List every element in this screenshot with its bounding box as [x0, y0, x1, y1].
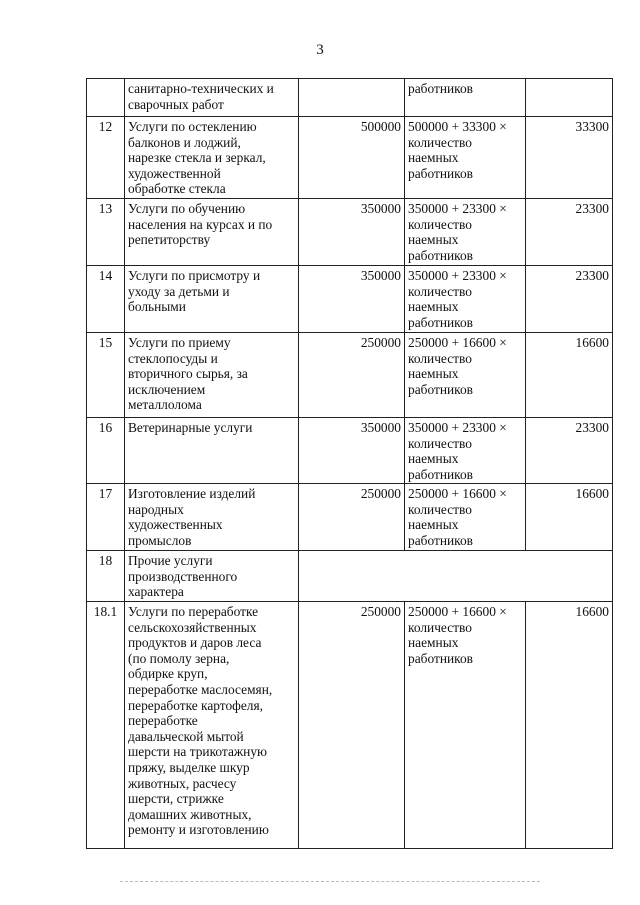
- table-row: [87, 266, 613, 333]
- service-name-line: Услуги по остеклению: [128, 119, 257, 134]
- income-formula-line: количество: [408, 501, 472, 517]
- income-formula-line: количество: [408, 283, 472, 299]
- potential-income: 500000: [299, 117, 405, 199]
- service-name-line: домашних животных,: [128, 806, 252, 822]
- service-name-line: уходу за детьми и: [128, 283, 230, 299]
- per-employee-amount: 23300: [526, 266, 613, 333]
- income-formula-line: 350000 + 23300 ×: [408, 420, 507, 435]
- table-row: [87, 602, 613, 849]
- row-number: 15: [87, 333, 125, 418]
- row-number: 14: [87, 266, 125, 333]
- service-name-line: населения на курсах и по: [128, 216, 273, 232]
- table-row: [87, 418, 613, 484]
- service-name-line: Услуги по переработке: [128, 604, 259, 619]
- service-name-line: больными: [128, 299, 186, 315]
- service-name-line: (по помолу зерна,: [128, 650, 230, 666]
- potential-income: 350000: [299, 266, 405, 333]
- service-name-line: металлолома: [128, 397, 202, 413]
- income-formula-line: наемных: [408, 150, 459, 166]
- income-formula-line: наемных: [408, 299, 459, 315]
- income-formula-line: работников: [408, 81, 473, 96]
- service-name: [125, 333, 299, 418]
- income-formula-line: 250000 + 16600 ×: [408, 486, 507, 501]
- row-number: 12: [87, 117, 125, 199]
- service-name-line: художественных: [128, 517, 223, 533]
- service-name-line: сварочных работ: [128, 96, 224, 112]
- income-formula: [405, 117, 526, 199]
- service-name-line: характера: [128, 584, 184, 600]
- service-name-line: Прочие услуги: [128, 553, 213, 568]
- service-name-line: переработке маслосемян,: [128, 681, 273, 697]
- service-name-line: переработке: [128, 713, 198, 729]
- income-formula-line: количество: [408, 134, 472, 150]
- service-name: [125, 602, 299, 849]
- service-name-line: Ветеринарные услуги: [128, 420, 253, 435]
- income-formula: [405, 199, 526, 266]
- per-employee-amount: 16600: [526, 602, 613, 849]
- service-name-line: Услуги по приему: [128, 335, 231, 350]
- service-name-line: шерсти, стрижке: [128, 791, 224, 807]
- per-employee-amount: [526, 79, 613, 117]
- service-name-line: Изготовление изделий: [128, 486, 256, 501]
- per-employee-amount: 16600: [526, 484, 613, 551]
- merged-empty-cell: [299, 551, 613, 602]
- service-name-line: производственного: [128, 568, 238, 584]
- income-formula-line: работников: [408, 165, 473, 181]
- service-name-line: народных: [128, 501, 184, 517]
- service-name: [125, 117, 299, 199]
- scan-artifact-line: [120, 881, 540, 882]
- service-name-line: стеклопосуды и: [128, 350, 218, 366]
- income-formula: [405, 266, 526, 333]
- service-name-line: исключением: [128, 381, 206, 397]
- service-name-line: обдирке круп,: [128, 666, 208, 682]
- potential-income: [299, 79, 405, 117]
- table-row: [87, 199, 613, 266]
- income-formula: [405, 79, 526, 117]
- income-formula-line: работников: [408, 314, 473, 330]
- service-name-line: Услуги по присмотру и: [128, 268, 261, 283]
- table-row: [87, 117, 613, 199]
- income-formula-line: количество: [408, 216, 472, 232]
- service-name: [125, 484, 299, 551]
- row-number: 16: [87, 418, 125, 484]
- income-formula-line: наемных: [408, 517, 459, 533]
- income-formula-line: количество: [408, 619, 472, 635]
- service-name-line: вторичного сырья, за: [128, 366, 248, 382]
- service-name-line: Услуги по обучению: [128, 201, 246, 216]
- income-formula: [405, 333, 526, 418]
- income-formula-line: работников: [408, 466, 473, 482]
- tariff-table: [86, 78, 613, 849]
- service-name-line: обработке стекла: [128, 181, 226, 197]
- service-name-line: шерсти на трикотажную: [128, 744, 268, 760]
- income-formula-line: 350000 + 23300 ×: [408, 201, 507, 216]
- service-name: [125, 79, 299, 117]
- service-name-line: переработке картофеля,: [128, 697, 263, 713]
- table-row: [87, 484, 613, 551]
- service-name-line: художественной: [128, 165, 221, 181]
- potential-income: 250000: [299, 333, 405, 418]
- service-name: [125, 199, 299, 266]
- service-name-line: балконов и лоджий,: [128, 134, 241, 150]
- income-formula: [405, 602, 526, 849]
- income-formula-line: работников: [408, 650, 473, 666]
- row-number: 18.1: [87, 602, 125, 849]
- service-name-line: санитарно-технических и: [128, 81, 274, 96]
- service-name-line: репетиторству: [128, 232, 211, 248]
- table-body: [87, 79, 613, 849]
- service-name-line: давальческой мытой: [128, 728, 244, 744]
- row-number: [87, 79, 125, 117]
- income-formula-line: наемных: [408, 451, 459, 467]
- income-formula-line: работников: [408, 532, 473, 548]
- service-name-line: промыслов: [128, 532, 192, 548]
- service-name-line: продуктов и даров леса: [128, 635, 262, 651]
- income-formula-line: 500000 + 33300 ×: [408, 119, 507, 134]
- per-employee-amount: 23300: [526, 418, 613, 484]
- income-formula-line: наемных: [408, 232, 459, 248]
- table-row: [87, 551, 613, 602]
- page-number: 3: [316, 42, 324, 58]
- income-formula-line: работников: [408, 247, 473, 263]
- per-employee-amount: 23300: [526, 199, 613, 266]
- row-number: 17: [87, 484, 125, 551]
- service-name: [125, 266, 299, 333]
- income-formula-line: количество: [408, 435, 472, 451]
- row-number: 13: [87, 199, 125, 266]
- service-name: [125, 418, 299, 484]
- potential-income: 250000: [299, 602, 405, 849]
- service-name-line: пряжу, выделке шкур: [128, 759, 250, 775]
- income-formula-line: наемных: [408, 635, 459, 651]
- income-formula-line: работников: [408, 381, 473, 397]
- table-row: [87, 333, 613, 418]
- service-name-line: ремонту и изготовлению: [128, 822, 269, 838]
- income-formula-line: наемных: [408, 366, 459, 382]
- income-formula-line: 250000 + 16600 ×: [408, 335, 507, 350]
- service-name-line: животных, расчесу: [128, 775, 237, 791]
- income-formula-line: 250000 + 16600 ×: [408, 604, 507, 619]
- per-employee-amount: 33300: [526, 117, 613, 199]
- service-name: [125, 551, 299, 602]
- income-formula-line: 350000 + 23300 ×: [408, 268, 507, 283]
- income-formula-line: количество: [408, 350, 472, 366]
- potential-income: 350000: [299, 418, 405, 484]
- service-name-line: сельскохозяйственных: [128, 619, 257, 635]
- potential-income: 250000: [299, 484, 405, 551]
- per-employee-amount: 16600: [526, 333, 613, 418]
- income-formula: [405, 418, 526, 484]
- service-name-line: нарезке стекла и зеркал,: [128, 150, 266, 166]
- potential-income: 350000: [299, 199, 405, 266]
- row-number: 18: [87, 551, 125, 602]
- table-row: [87, 79, 613, 117]
- income-formula: [405, 484, 526, 551]
